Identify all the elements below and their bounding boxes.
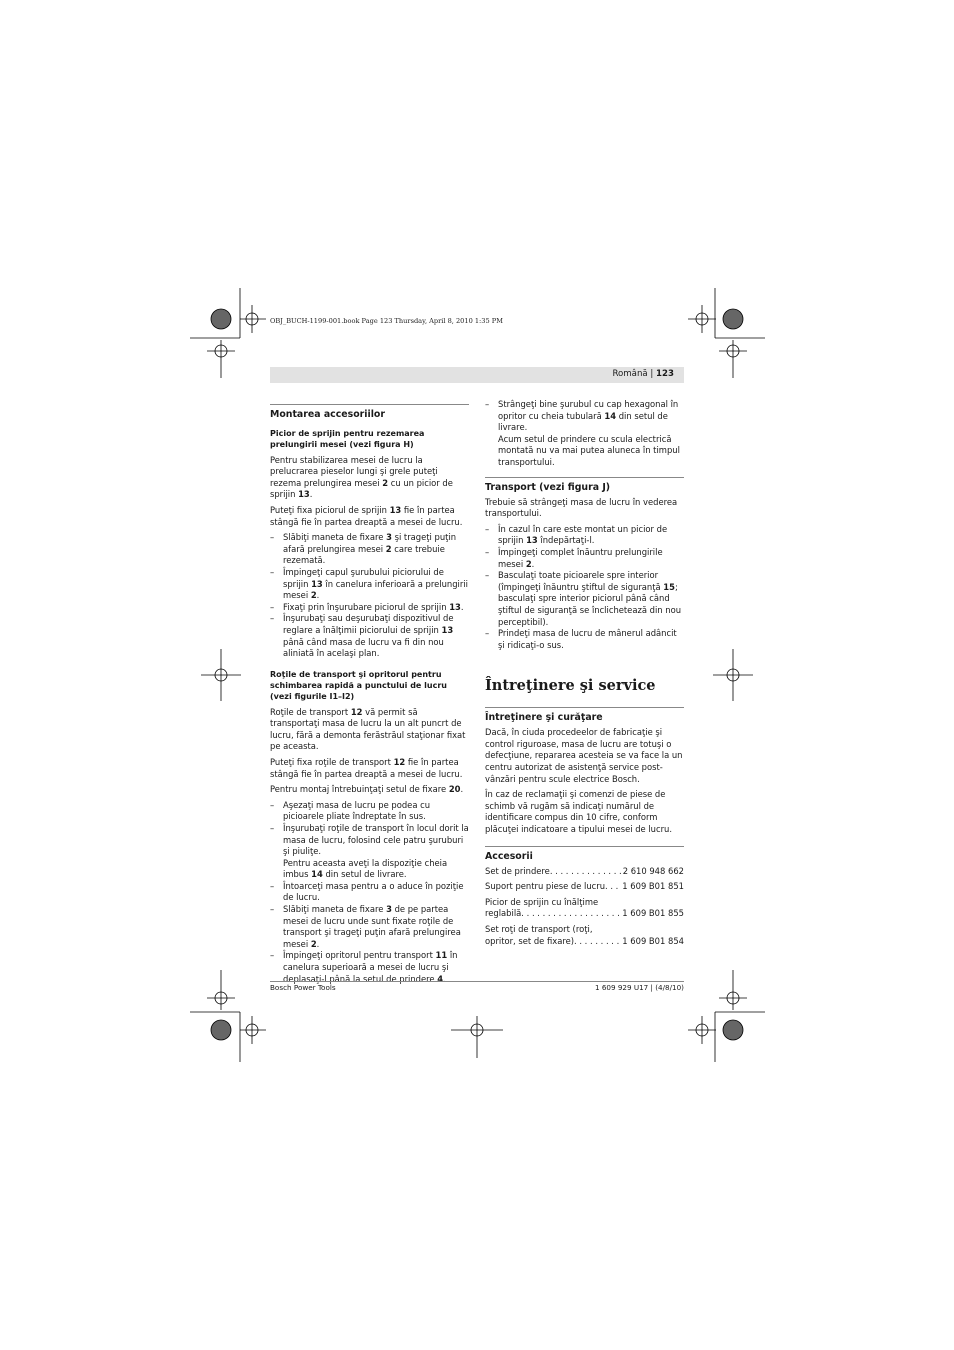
list-item: – Împingeţi complet înăuntru prelungirile mesei 2. [485, 547, 684, 570]
wheels-paragraph-2: Puteţi fixa roţile de transport 12 fie în partea stângă fie în partea dreaptă a mesei de lucru. [270, 756, 463, 779]
accessory-row: Suport pentru piese de lucru . . . 1 609 B01 851 [485, 881, 684, 893]
section-title-accessories-mounting: Montarea accesoriilor [270, 409, 385, 420]
header-language: Română [612, 369, 648, 379]
wheels-paragraph-3: Pentru montaj întrebuinţaţi setul de fixare 20. [270, 784, 464, 795]
accessory-row: Set de prindere . . . 2 610 948 662 [485, 866, 684, 878]
wheels-steps-list [270, 800, 469, 986]
section-rule [270, 404, 469, 405]
list-item: – Slăbiţi maneta de fixare 3 şi trageţi puţin afară prelungirea mesei 2 care trebuie rezemată. [270, 532, 469, 567]
list-item: – Strângeţi bine şurubul cu cap hexagonal în opritor cu cheia tubulară 14 din setul de livrare. Acum setul de prindere cu scula electrică montată nu va mai putea aluneca în timpul transportului. [485, 399, 684, 469]
wheels-paragraph-1: Roţile de transport 12 vă permit să transportaţi masa de lucru la un alt puncrt de lucru, fără a demonta ferăstrăul staţionar fixat pe aceasta. [270, 706, 466, 752]
accessory-line1: Picior de sprijin cu înălţime [485, 896, 599, 907]
footer-brand: Bosch Power Tools [270, 983, 336, 992]
transport-title: Transport (vezi figura J) [485, 481, 611, 493]
cleaning-paragraph-1: Dacă, în ciuda procedeelor de fabricaţie şi control riguroase, masa de lucru are totuşi o defecţiune, repararea acesteia se va face la un centru autorizat de asistenţă service post-vânzări pentru scule electrice Bosch. [485, 727, 683, 784]
accessory-row: opritor, set de fixare) . . . 1 609 B01 854 [485, 936, 684, 948]
list-item: – Basculaţi toate picioarele spre interior (împingeţi înăuntru ştiftul de siguranţă 15; basculaţi spre interior piciorul până când ştiftul de siguranţă se înclichetează din nou perceptibil). [485, 570, 684, 628]
list-item: – Împingeţi opritorul pentru transport 11 în canelura superioară a mesei de lucru şi deplasaţi-l până la setul de prindere 4. [270, 950, 469, 985]
accessory-row: reglabilă . . . 1 609 B01 855 [485, 908, 684, 920]
section-rule [485, 477, 684, 478]
list-item: – Înşurubaţi sau deşurubaţi dispozitivul de reglare a înălţimii piciorului de sprijin 13 până când masa de lucru va fi din nou aliniată în acelaşi plan. [270, 613, 469, 659]
header-separator: | [650, 369, 654, 379]
footer-doc-number: 1 609 929 U17 | (4/8/10) [594, 983, 684, 992]
list-item: – Aşezaţi masa de lucru pe podea cu picioarele pliate îndreptate în sus. [270, 800, 469, 823]
footer-rule [270, 981, 684, 982]
maintenance-service-title: Întreţinere şi service [485, 677, 656, 695]
support-paragraph-2: Puteţi fixa piciorul de sprijin 13 fie în partea stângă fie în partea dreaptă a mesei de lucru. [270, 504, 463, 527]
list-item: – Slăbiţi maneta de fixare 3 de pe partea mesei de lucru unde sunt fixate roţile de transport şi trageţi puţin afară prelungirea mesei 2. [270, 904, 469, 950]
accessory-item [485, 866, 684, 878]
support-leg-heading: Picior de sprijin pentru rezemarea prelungirii mesei (vezi figura H) [270, 429, 425, 450]
running-header [270, 367, 684, 383]
section-rule [485, 707, 684, 708]
transport-wheels-heading: Roţile de transport şi opritorul pentru schimbarea rapidă a punctului de lucru (vezi figurile I1–I2) [270, 669, 447, 702]
top-steps-list [485, 399, 684, 469]
list-item: – Fixaţi prin înşurubare piciorul de sprijin 13. [270, 602, 469, 614]
accessory-item [485, 924, 684, 947]
section-rule [485, 846, 684, 847]
list-item: – Întoarceţi masa pentru a o aduce în poziţie de lucru. [270, 881, 469, 904]
list-item: – Prindeţi masa de lucru de mânerul adâncit şi ridicaţi-o sus. [485, 628, 684, 651]
list-item-continuation: Pentru aceasta aveţi la dispoziţie cheia imbus 14 din setul de livrare. [283, 857, 448, 880]
transport-intro: Trebuie să strângeţi masa de lucru în vederea transportului. [485, 496, 678, 519]
accessory-line1: Set roţi de transport (roţi, [485, 924, 593, 934]
accessory-item [485, 881, 684, 893]
accessories-list [485, 866, 684, 948]
list-item-continuation: Acum setul de prindere cu scula electrică montată nu va mai putea aluneca în timpul transportului. [498, 433, 680, 467]
page-number: 123 [656, 369, 674, 379]
list-item: – În cazul în care este montat un picior de sprijin 13 îndepărtaţi-l. [485, 524, 684, 547]
list-item: – Înşurubaţi roţile de transport în locul dorit la masa de lucru, folosind cele patru şuruburi şi piuliţe. Pentru aceasta aveţi la dispoziţie cheia imbus 14 din setul de livrare. [270, 823, 469, 881]
accessories-title: Accesorii [485, 850, 533, 862]
list-item: – Împingeţi capul şurubului piciorului de sprijin 13 în canelura inferioară a prelungirii mesei 2. [270, 567, 469, 602]
cleaning-paragraph-2: În caz de reclamaţii şi comenzi de piese de schimb vă rugăm să indicaţi numărul de identificare compus din 10 cifre, conform plăcuţei indicatoare a tipului mesei de lucru. [485, 789, 672, 835]
right-column [485, 399, 684, 951]
support-steps-list [270, 532, 469, 660]
transport-steps-list [485, 524, 684, 652]
print-info-line: OBJ_BUCH-1199-001.book Page 123 Thursday, April 8, 2010 1:35 PM [270, 317, 503, 325]
support-paragraph-1: Pentru stabilizarea mesei de lucru la prelucrarea pieselor lungi şi grele puteţi rezema prelungirea mesei 2 cu un picior de sprijin 13. [270, 454, 453, 500]
accessory-item [485, 897, 684, 920]
header-text [612, 369, 674, 379]
maintenance-cleaning-title: Întreţinere şi curăţare [485, 712, 603, 724]
left-column [270, 404, 469, 989]
